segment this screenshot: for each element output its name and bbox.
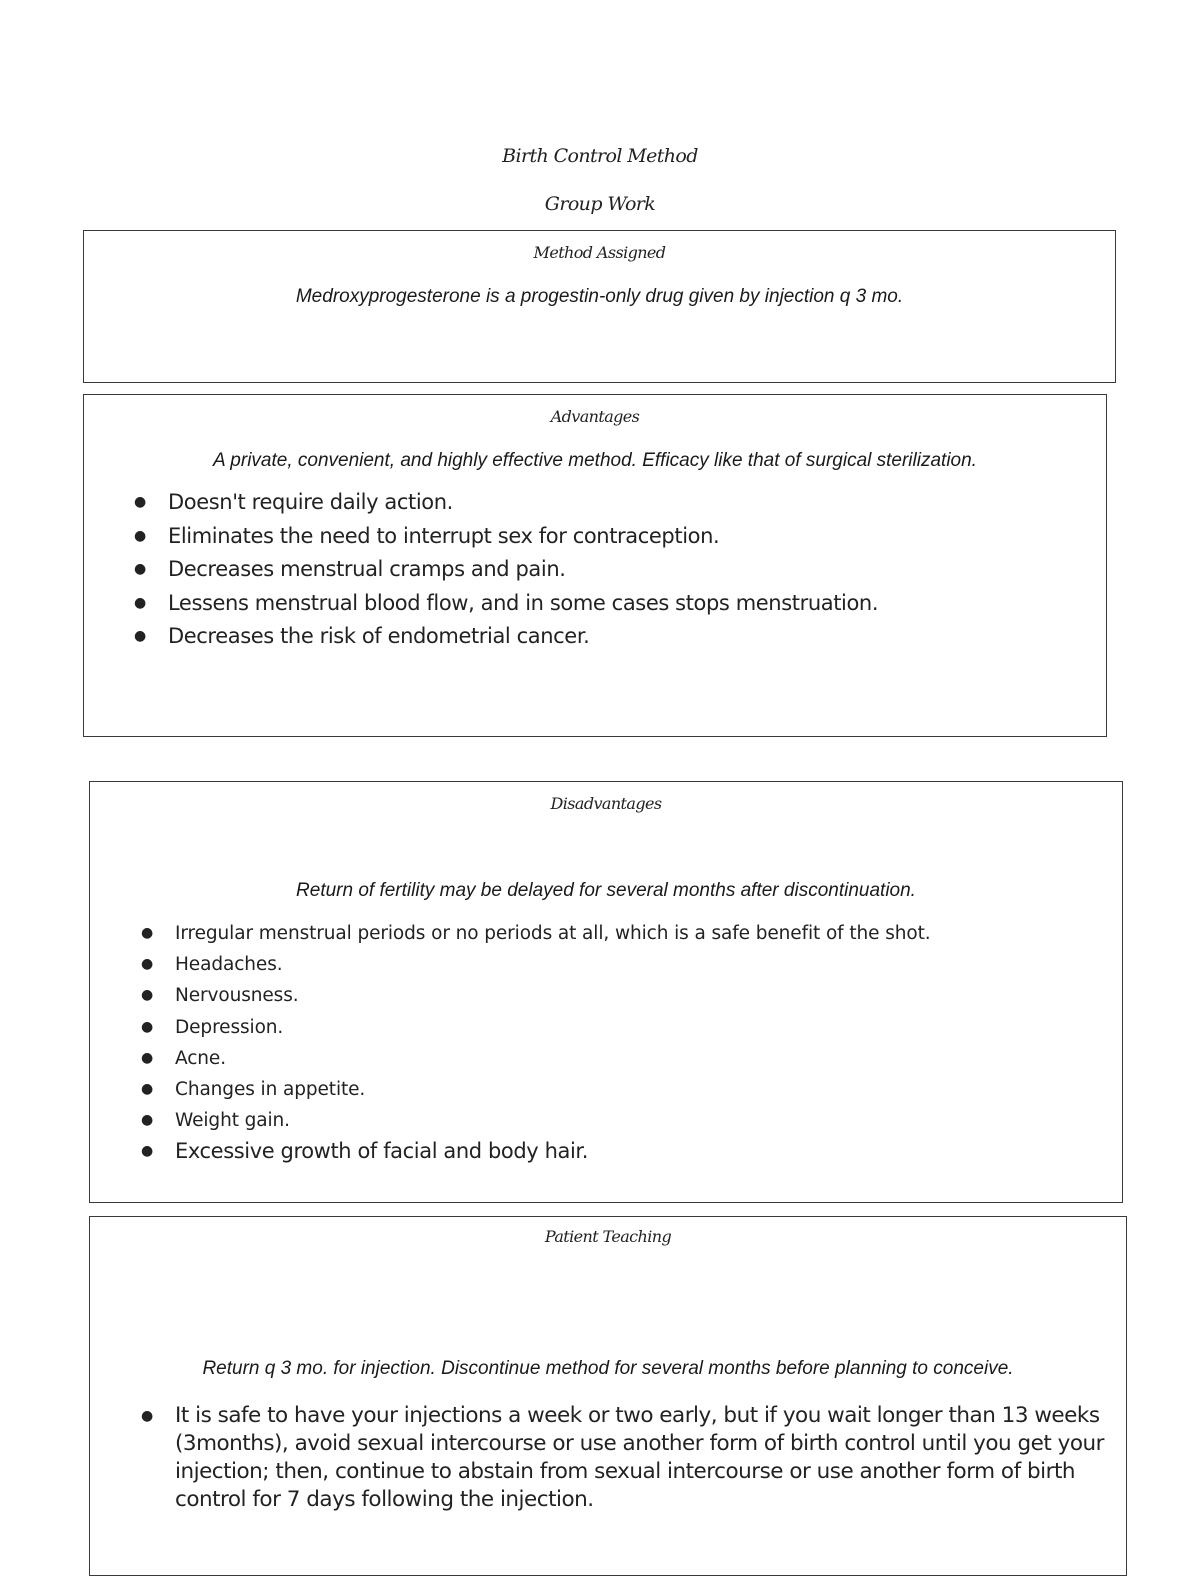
method-assigned-heading: Method Assigned bbox=[533, 243, 666, 262]
document-title: Birth Control Method bbox=[502, 145, 698, 167]
patient-teaching-list bbox=[141, 1402, 1115, 1514]
document-subtitle: Group Work bbox=[544, 193, 656, 215]
list-item: ● Nervousness. bbox=[175, 980, 1095, 1011]
patient-teaching-heading: Patient Teaching bbox=[544, 1227, 672, 1246]
advantages-box bbox=[83, 394, 1107, 737]
bullet-icon: ● bbox=[141, 1112, 154, 1129]
method-assigned-box bbox=[83, 230, 1116, 383]
bullet-icon: ● bbox=[141, 925, 154, 941]
bullet-icon: ● bbox=[141, 1143, 153, 1160]
bullet-icon: ● bbox=[141, 1018, 154, 1035]
list-item: ● Depression. bbox=[175, 1012, 1095, 1043]
bullet-icon: ● bbox=[141, 1408, 153, 1424]
list-item: ● Irregular menstrual periods or no periods at all, which is a safe benefit of the shot. bbox=[175, 918, 1095, 949]
list-item: ● It is safe to have your injections a week or two early, but if you wait longer than 13 weeks (3months), avoid sexual intercourse or use another form of birth control until you get your injection; then, continue to abstain from sexual intercourse or use another form of birth control for 7 days following the injection. bbox=[141, 1403, 1104, 1512]
disadvantages-list bbox=[141, 918, 1095, 1168]
list-item: ● Doesn't require daily action. bbox=[168, 486, 1088, 520]
advantages-heading: Advantages bbox=[550, 407, 640, 426]
advantages-lead: A private, convenient, and highly effective method. Efficacy like that of surgical sterilization. bbox=[213, 450, 977, 471]
disadvantages-heading: Disadvantages bbox=[550, 794, 662, 813]
bullet-icon: ● bbox=[134, 628, 146, 644]
method-assigned-text: Medroxyprogesterone is a progestin-only drug given by injection q 3 mo. bbox=[295, 286, 904, 307]
disadvantages-lead: Return of fertility may be delayed for several months after discontinuation. bbox=[296, 880, 916, 901]
list-item: ● Acne. bbox=[175, 1043, 1095, 1074]
list-item: ● Lessens menstrual blood flow, and in some cases stops menstruation. bbox=[168, 587, 1088, 621]
patient-teaching-box bbox=[89, 1216, 1127, 1576]
list-item: ● Weight gain. bbox=[175, 1105, 1095, 1136]
bullet-icon: ● bbox=[141, 987, 154, 1004]
advantages-list bbox=[134, 486, 1088, 654]
list-item: ● Decreases menstrual cramps and pain. bbox=[168, 553, 1088, 587]
list-item: ● Eliminates the need to interrupt sex for contraception. bbox=[168, 520, 1088, 554]
bullet-icon: ● bbox=[134, 494, 146, 510]
bullet-icon: ● bbox=[141, 1049, 154, 1066]
bullet-icon: ● bbox=[134, 561, 146, 577]
bullet-icon: ● bbox=[141, 956, 154, 973]
list-item: ● Excessive growth of facial and body hair. bbox=[175, 1136, 1095, 1167]
patient-teaching-lead: Return q 3 mo. for injection. Discontinue method for several months before planning to conceive. bbox=[202, 1358, 1014, 1379]
list-item: ● Decreases the risk of endometrial cancer. bbox=[168, 620, 1088, 654]
bullet-icon: ● bbox=[134, 527, 146, 544]
bullet-icon: ● bbox=[141, 1081, 154, 1098]
list-item: ● Headaches. bbox=[175, 949, 1095, 980]
disadvantages-box bbox=[89, 781, 1123, 1203]
list-item: ● Changes in appetite. bbox=[175, 1074, 1095, 1105]
bullet-icon: ● bbox=[134, 594, 146, 611]
